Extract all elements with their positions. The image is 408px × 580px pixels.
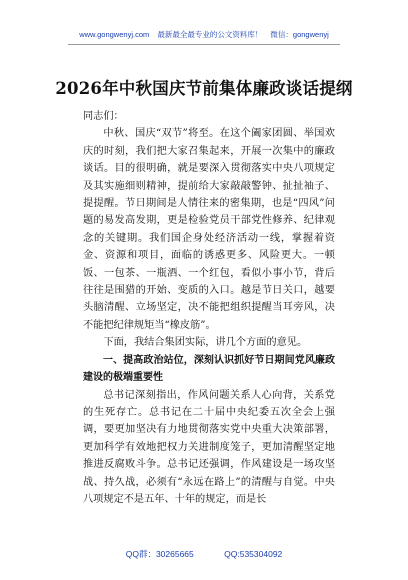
document-body [83,108,335,508]
page-footer [0,548,408,560]
section-paragraph: 总书记深刻指出，作风问题关系人心向背，关系党的生死存亡。总书记在二十届中央纪委五次全会上强调，要更加坚决有力地贯彻落实党中央重大决策部署，更加科学有效地把权力关进制度笼子，更加清醒坚定地推进反腐败斗争。总书记还强调，作风建设是一场攻坚战、持久战，必须有“永远在路上”的清醒与自觉。中央八项规定不是五年、十年的规定，而是长 [83,389,335,505]
footer-qq-group: QQ群：30265665 [125,549,194,559]
body-paragraph: 下面，我结合集团实际，讲几个方面的意见。 [103,337,308,349]
page-header [0,30,408,40]
header-divider [68,44,340,45]
header-wechat: 微信：gongwenyj [270,30,329,39]
salutation: 同志们： [83,111,124,122]
header-slogan: 最新最全最专业的公文资料库！ [157,30,263,39]
document-title: 2026年中秋国庆节前集体廉政谈话提纲 [55,79,353,98]
header-site-link[interactable]: www.gongwenyj.com [79,30,150,39]
body-paragraph: 中秋、国庆“双节”将至。在这个阖家团圆、举国欢庆的时刻，我们把大家召集起来，开展一次集中的廉政谈话。目的很明确，就是要深入贯彻落实中央八项规定及其实施细则精神，提前给大家敲敲警钟、扯扯袖子、提提醒。节日期间是人情往来的密集期，也是“四风”问题的易发高发期，更是检验党员干部党性修养、纪律观念的关键期。我们国企身处经济活动一线，掌握着资金、资源和项目，面临的诱惑更多、风险更大。一顿饭、一包茶、一瓶酒、一个红包，看似小事小节，背后往往是围猎的开始、变质的入口。越是节日关口，越要头脑清醒、立场坚定，决不能把组织提醒当耳旁风，决不能把纪律规矩当“橡皮筋”。 [83,128,335,331]
section-heading: 一、提高政治站位，深刻认识抓好节日期间党风廉政建设的极端重要性 [83,354,335,384]
footer-qq: QQ:535304092 [224,549,283,559]
